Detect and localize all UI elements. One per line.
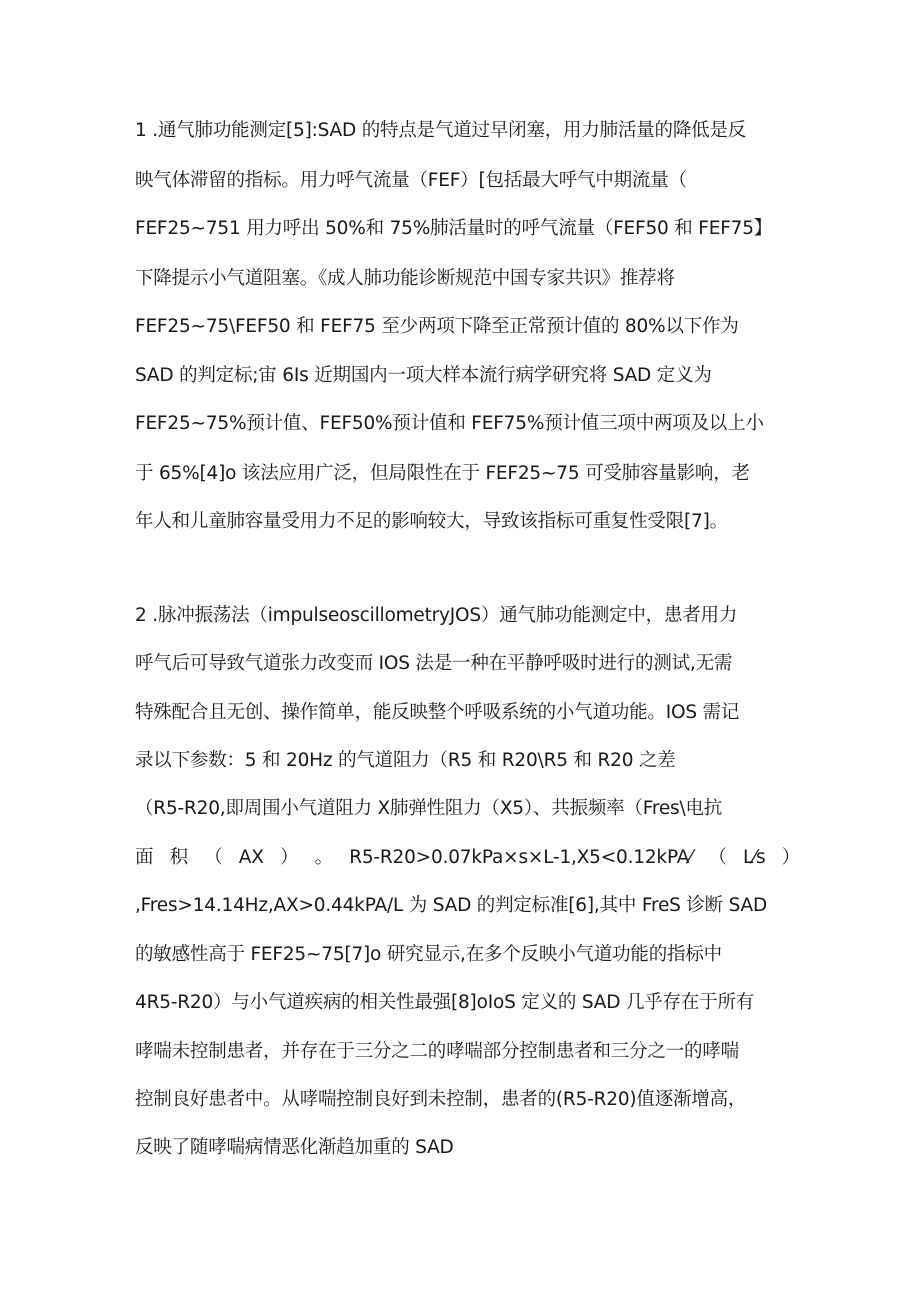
paragraph-1-line-4: 下降提示小气道阻塞。《成人肺功能诊断规范中国专家共识》推荐将 [135,268,675,289]
paragraph-2-line-6 [135,838,800,878]
paragraph-2-line-5: （R5-R20,即周围小气道阻力 X肺弹性阻力（X5）、共振频率（Fres\电抗 [135,798,723,819]
paragraph-1-line-2: 映气体滞留的指标。用力呼气流量（FEF）[包括最大呼气中期流量（ [135,170,687,191]
paragraph-2-line-1: 2 .脉冲振荡法（impulseoscillometryJOS）通气肺功能测定中，患者用力 [135,605,738,626]
spaced-word: AX [238,847,264,868]
spaced-word: R5-R20>0.07kPa×s×L-1,X5<0.12kPA⁄ [349,847,693,868]
spaced-word: （ [204,847,223,868]
paragraph-1-line-8: 于 65%[4]o 该法应用广泛，但局限性在于 FEF25~75 可受肺容量影响，老 [135,463,750,484]
paragraph-1-line-5: FEF25~75\FEF50 和 FEF75 至少两项下降至正常预计值的 80%以下作为 [135,316,739,337]
paragraph-1-line-9: 年人和儿童肺容量受用力不足的影响较大，导致该指标可重复性受限[7]。 [135,511,728,532]
spaced-word: 面 [135,847,154,868]
spaced-word: ） [781,847,800,868]
paragraph-2-line-3: 特殊配合且无创、操作简单，能反映整个呼吸系统的小气道功能。IOS 需记 [135,702,740,723]
paragraph-2-line-12: 反映了随哮喘病情恶化渐趋加重的 SAD [135,1137,454,1158]
paragraph-1-line-6: SAD 的判定标;宙 6Is 近期国内一项大样本流行病学研究将 SAD 定义为 [135,365,712,386]
paragraph-2-line-2: 呼气后可导致气道张力改变而 IOS 法是一种在平静呼吸时进行的测试,无需 [135,653,733,674]
spaced-word: （ [708,847,727,868]
spaced-word: 积 [169,847,188,868]
paragraph-2-line-11: 控制良好患者中。从哮喘控制良好到未控制，患者的(R5-R20)值逐渐增高， [135,1089,747,1110]
paragraph-2-line-9: 4R5-R20）与小气道疾病的相关性最强[8]oIoS 定义的 SAD 几乎存在于所有 [135,992,755,1013]
paragraph-2-line-4: 录以下参数：5 和 20Hz 的气道阻力（R5 和 R20\R5 和 R20 之差 [135,750,676,771]
paragraph-2-line-7: ,Fres>14.14Hz,AX>0.44kPA/L 为 SAD 的判定标准[6],其中 FreS 诊断 SAD [135,895,768,916]
paragraph-2-line-10: 哮喘未控制患者，并存在于三分之二的哮喘部分控制患者和三分之一的哮喘 [135,1041,739,1062]
paragraph-1-line-7: FEF25~75%预计值、FEF50%预计值和 FEF75%预计值三项中两项及以上小 [135,413,764,434]
paragraph-2-line-8: 的敏感性高于 FEF25~75[7]o 研究显示,在多个反映小气道功能的指标中 [135,944,722,965]
spaced-word: 。 [314,847,333,868]
spaced-word: L⁄s [742,847,766,868]
paragraph-1-line-1: 1 .通气肺功能测定[5]:SAD 的特点是气道过早闭塞，用力肺活量的降低是反 [135,120,747,141]
spaced-word: ） [280,847,299,868]
paragraph-1-line-3: FEF25~751 用力呼出 50%和 75%肺活量时的呼气流量（FEF50 和 FEF75】 [135,218,773,239]
